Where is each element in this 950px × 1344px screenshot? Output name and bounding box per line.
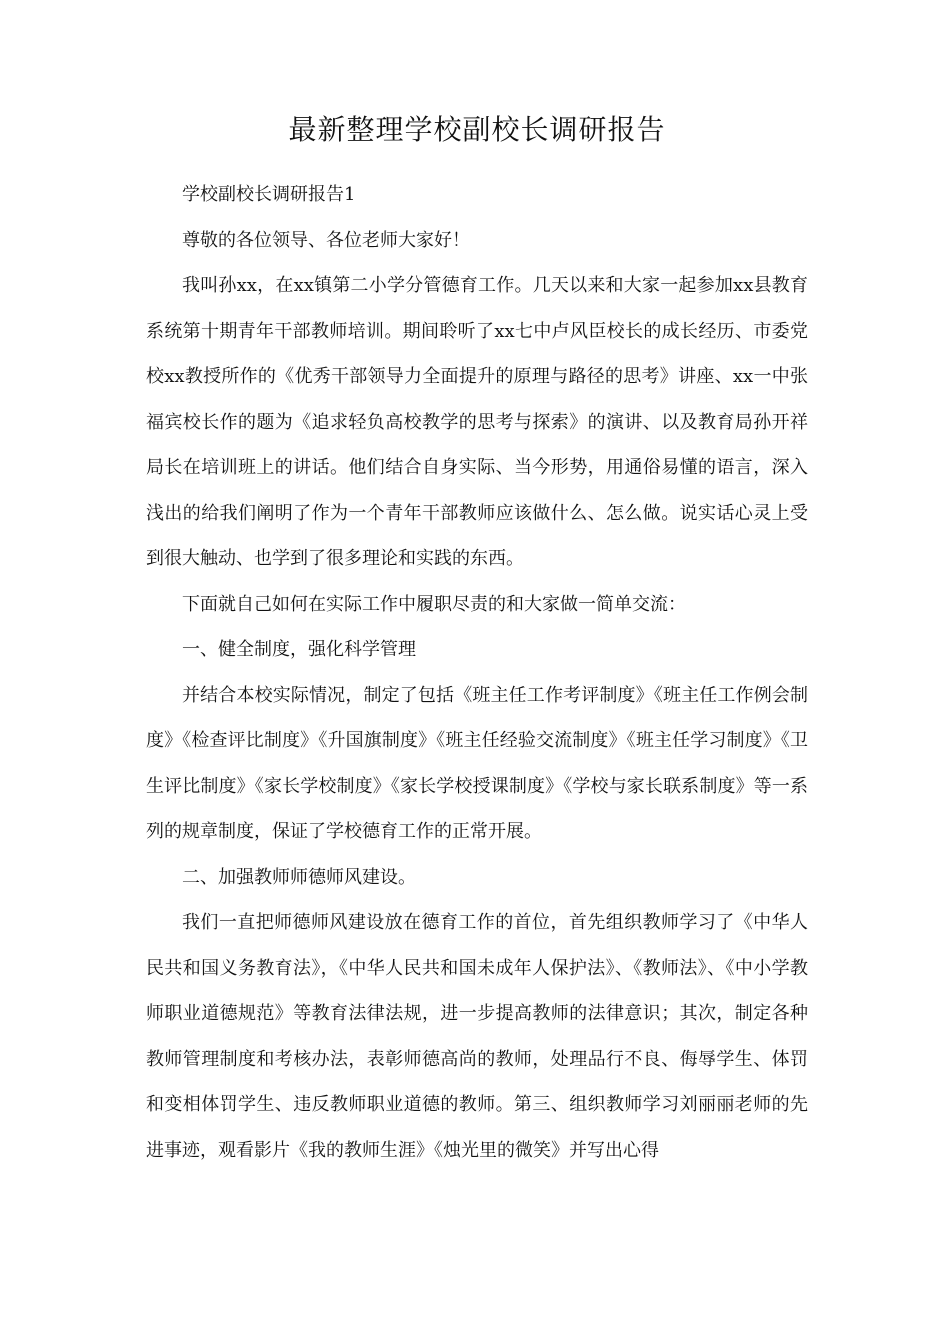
heading-part-one: 一、健全制度，强化科学管理	[182, 639, 416, 660]
document-title: 最新整理学校副校长调研报告	[288, 113, 666, 146]
paragraph-ethics: 我们一直把师德师风建设放在德育工作的首位，首先组织教师学习了《中华人民共和国义务教育法》，《中华人民共和国未成年人保护法》、《教师法》、《中小学教师职业道德规范》等教育法律法规，进一步提高教师的法律意识；其次，制定各种教师管理制度和考核办法，表彰师德高尚的教师，处理品行不良、侮辱学生、体罚和变相体罚学生、违反教师职业道德的教师。第三、组织教师学习刘丽丽老师的先进事迹，观看影片《我的教师生涯》《烛光里的微笑》并写出心得	[146, 912, 808, 1161]
paragraph-introduction: 我叫孙xx，在xx镇第二小学分管德育工作。几天以来和大家一起参加xx县教育系统第十期青年干部教师培训。期间聆听了xx七中卢风臣校长的成长经历、市委党校xx教授所作的《优秀干部领导力全面提升的原理与路径的思考》讲座、xx一中张福宾校长作的题为《追求轻负高校教学的思考与探索》的演讲、以及教育局孙开祥局长在培训班上的讲话。他们结合自身实际、当今形势，用通俗易懂的语言，深入浅出的给我们阐明了作为一个青年干部教师应该做什么、怎么做。说实话心灵上受到很大触动、也学到了很多理论和实践的东西。	[146, 275, 808, 569]
paragraph-transition: 下面就自己如何在实际工作中履职尽责的和大家做一简单交流：	[182, 593, 686, 615]
heading-part-two: 二、加强教师师德师风建设。	[182, 866, 416, 888]
paragraph-section-heading: 学校副校长调研报告1	[182, 184, 356, 205]
paragraph-rules: 并结合本校实际情况，制定了包括《班主任工作考评制度》《班主任工作例会制度》《检查评比制度》《升国旗制度》《班主任经验交流制度》《班主任学习制度》《卫生评比制度》《家长学校制度》《家长学校授课制度》《学校与家长联系制度》等一系列的规章制度，保证了学校德育工作的正常开展。	[146, 684, 808, 842]
paragraph-greeting: 尊敬的各位领导、各位老师大家好！	[182, 229, 470, 251]
